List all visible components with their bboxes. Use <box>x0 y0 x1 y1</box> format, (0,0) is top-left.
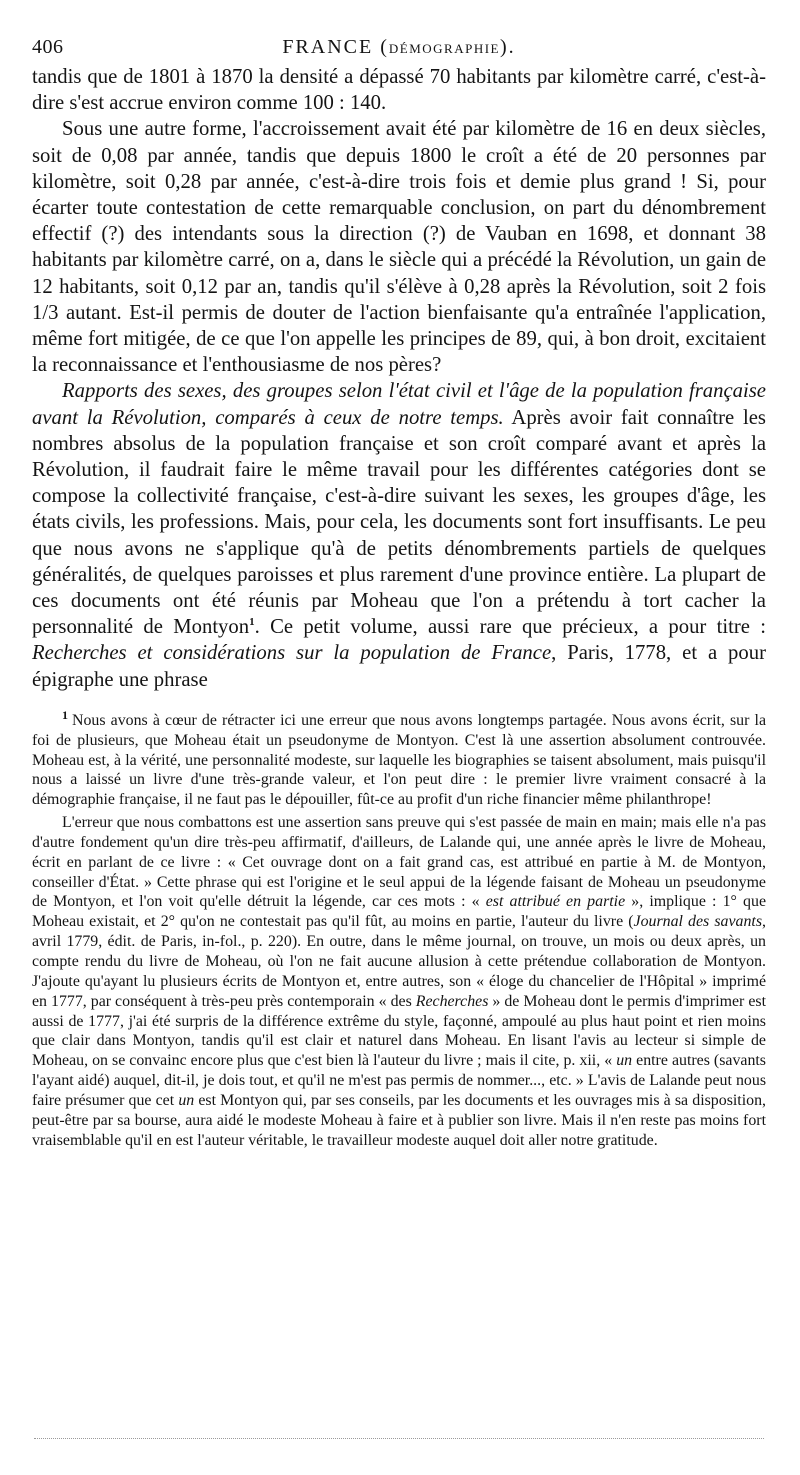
footnote-text-a: L'erreur que nous combattons est une assertion sans preuve qui s'est passée de main en main; mais elle n'a pas d'autre fondement qu'un dire très-peu affirmatif, d'ailleurs, de Lalande qui, une année après le livre de Moheau, écrit en parlant de ce livre : « Cet ouvrage dont on a fait grand cas, est attribué en partie à M. de Montyon, conseiller d'État. » Cette phrase qui est l'origine et le seul appui de la légende faisant de Moheau un pseudonyme de Montyon, et l'on voit qu'elle détruit la légende, car ces mots : « <box>32 814 766 911</box>
footnote-text-e: entre autres (savants l'ayant aidé) auquel, dit-il, je dois tout, et qu'il ne m'est pas permis de nommer..., etc. » L'avis de Lalande peut nous faire présumer que cet <box>32 1052 766 1109</box>
section-text-3: , Paris, 1778, et a pour épigraphe une phrase <box>32 642 766 691</box>
footnote-quote: est attribué en partie <box>485 893 626 911</box>
footnotes <box>32 707 767 1151</box>
section-text-2: . Ce petit volume, aussi rare que précieux, a pour titre : <box>254 616 766 639</box>
page <box>32 30 766 1150</box>
paragraph-continued: tandis que de 1801 à 1870 la densité a dépassé 70 habitants par kilomètre carré, c'est-à-dire s'est accrue environ comme 100 : 140. <box>32 66 766 115</box>
running-head <box>92 30 766 66</box>
page-number: 406 <box>32 36 64 58</box>
book-title: Recherches et considérations sur la population de France <box>32 642 552 665</box>
footnote-text-c: , avril 1779, édit. de Paris, in-fol., p. 220). En outre, dans le même journal, on trouve, un mois ou deux après, un compte rendu du livre de Moheau, où l'on ne fait aucune allusion à cette prétendue collaboration de Montyon. J'ajoute qu'ayant lu plusieurs écrits de Montyon et, entre autres, son « éloge du chancelier de l'Hôpital » imprimé en 1777, par conséquent à très-peu près contemporain « des <box>32 913 766 1010</box>
footnote-un: un <box>616 1052 633 1070</box>
running-head-small: DÉMOGRAPHIE <box>388 41 501 56</box>
main-text <box>32 64 766 693</box>
footnote-reference[interactable]: 1 <box>249 616 255 629</box>
footnote-1 <box>32 707 766 810</box>
section-title: Rapports des sexes, des groupes selon l'état civil et l'âge de la population française avant la Révolution, comparés à ceux de notre temps. <box>32 380 766 429</box>
footnote-text-f: est Montyon qui, par ses conseils, par les documents et les ouvrages mis à sa disposition, peut-être par sa bourse, aura aidé le modeste Moheau à faire et à publier son livre. Mais il n'en reste pas moins fort vraisemblable qu'il en est l'auteur véritable, le travailleur modeste auquel doit aller notre gratitude. <box>32 1091 766 1149</box>
footnote-1-continued <box>32 813 766 1150</box>
footnote-1-text: Nous avons à cœur de rétracter ici une erreur que nous avons longtemps partagée. Nous avons écrit, sur la foi de plusieurs, que Moheau était un pseudonyme de Montyon. C'est là une assertion absolument controuvée. Moheau est, à la vérité, une personnalité modeste, sur laquelle les biographies se taisent absolument, mais puisqu'il nous a laissé un livre d'une très-grande valeur, et l'on peut dire : le premier livre vraiment consacré à la démographie française, il ne faut pas le dépouiller, fût-ce au profit d'un riche financier même philanthrope! <box>32 711 766 809</box>
running-head-main: FRANCE ( <box>282 36 389 58</box>
footnote-mark: 1 <box>62 707 68 722</box>
footnote-un-2: un <box>178 1091 195 1109</box>
paragraph-sex-ratios <box>32 378 766 692</box>
running-head-end: ). <box>500 36 516 58</box>
footnote-text-b: », implique : 1° que Moheau existait, et 2° qu'on ne contestait pas qu'il fût, au moins en partie, l'auteur du livre ( <box>32 893 767 931</box>
footnote-journal: Journal des savants <box>633 913 763 931</box>
bottom-rule <box>34 1438 764 1439</box>
section-text: Après avoir fait connaître les nombres absolus de la population française et son croît comparé avant et après la Révolution, il faudrait faire le même travail pour les différentes catégories dont se compose la collectivité française, c'est-à-dire suivant les sexes, les groupes d'âge, les états civils, les professions. Mais, pour cela, les documents sont fort insuffisants. Le peu que nous avons ne s'applique qu'à de petits dénombrements partiels de quelques généralités, de quelques paroisses et plus rarement d'une province entière. La plupart de ces documents ont été réunis par Moheau que l'on a prétendu à tort cacher la personnalité de Montyon <box>32 406 766 639</box>
page-header <box>32 30 766 64</box>
footnote-text-d: » de Moheau dont le permis d'imprimer est aussi de 1777, j'ai été surpris de la différence extrême du style, façonné, ampoulé au plus haut point et rien moins que clair dans Montyon, tandis qu'il est clair et naturel dans Moheau. En lisant l'avis au lecteur si simple de Moheau, on se convainc encore plus que c'est bien là l'auteur du livre ; mais il cite, p. xii, « <box>32 992 766 1070</box>
paragraph-growth: Sous une autre forme, l'accroissement avait été par kilomètre de 16 en deux siècles, soit de 0,08 par année, tandis que depuis 1800 le croît a été de 20 personnes par kilomètre, soit 0,28 par année, c'est-à-dire trois fois et demie plus grand ! Si, pour écarter toute contestation de cette remarquable conclusion, on part du dénombrement effectif (?) des intendants sous la direction (?) de Vauban en 1698, et donnant 38 habitants par kilomètre carré, on a, dans le siècle qui a précédé la Révolution, un gain de 12 habitants, soit 0,12 par an, tandis qu'il s'élève à 0,28 après la Révolution, soit 2 fois 1/3 autant. Est-il permis de douter de l'action bienfaisante qu'a entraînée l'application, même fort mitigée, de ce que l'on appelle les principes de 89, qui, à bon droit, excitaient la reconnaissance et l'enthousiasme de nos pères? <box>32 118 766 377</box>
footnote-recherches: Recherches <box>415 992 489 1010</box>
